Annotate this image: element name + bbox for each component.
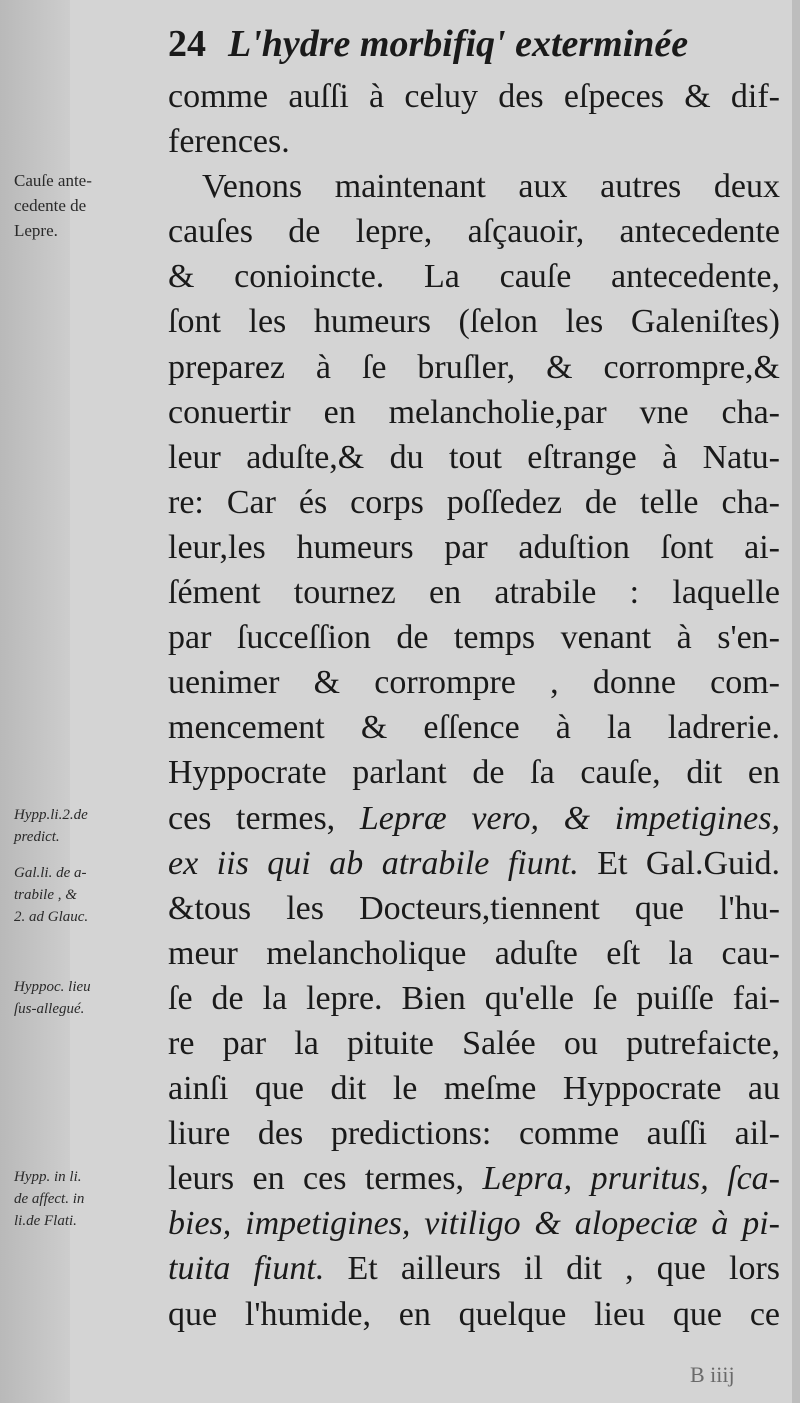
margin-note-line: li.de Flati. xyxy=(14,1213,77,1229)
latin-quotation: bies, impetigines, vitiligo & alopeciæ à pi- xyxy=(168,1205,780,1243)
margin-note-line: Hypp. in li. xyxy=(14,1169,82,1185)
latin-quotation: Lepræ vero, & impetigines, xyxy=(359,799,780,837)
margin-note-line: predict. xyxy=(14,829,60,845)
latin-quotation: Lepra, pruritus, ſca- xyxy=(482,1160,780,1198)
margin-note-line: Gal.li. de a- xyxy=(14,865,87,881)
margin-note-line: ſus-allegué. xyxy=(14,1001,85,1017)
text-run: leurs en ces termes, xyxy=(168,1160,483,1198)
margin-note-line: Cauſe ante- xyxy=(14,171,92,190)
page-number: 24 xyxy=(168,23,206,65)
margin-note-galen xyxy=(14,862,166,928)
main-text-block xyxy=(168,74,780,1337)
text-line: & conioincte. La cauſe antecedente, xyxy=(168,258,780,296)
text-line: re par la pituite Salée ou putrefaicte, xyxy=(168,1024,780,1062)
text-line: ſe de la lepre. Bien qu'elle ſe puiſſe fai- xyxy=(168,979,780,1017)
latin-quotation: ex iis qui ab atrabile fiunt. xyxy=(168,844,579,882)
text-line: que l'humide, en quelque lieu que ce xyxy=(168,1295,780,1333)
text-line: liure des predictions: comme auſſi ail- xyxy=(168,1115,780,1153)
text-line: ferences. xyxy=(168,123,290,161)
text-line: re: Car és corps poſſedez de telle cha- xyxy=(168,483,780,521)
text-run: ces termes, xyxy=(168,799,360,837)
text-line xyxy=(168,1156,780,1201)
text-line: ſément tournez en atrabile : laquelle xyxy=(168,574,780,612)
text-line: meur melancholique aduſte eſt la cau- xyxy=(168,934,780,972)
latin-quotation: tuita fiunt. xyxy=(168,1250,325,1288)
margin-note-line: Hypp.li.2.de xyxy=(14,807,88,823)
text-run: Et ailleurs il dit , que lors xyxy=(324,1250,780,1288)
margin-note-line: de affect. in xyxy=(14,1191,85,1207)
margin-note-line: trabile , & xyxy=(14,887,77,903)
page-edge-shadow xyxy=(792,0,800,1403)
text-line: preparez à ſe bruſler, & corrompre,& xyxy=(168,348,780,386)
text-line: uenimer & corrompre , donne com- xyxy=(168,664,780,702)
margin-note-hippocrates-cited xyxy=(14,976,166,1020)
text-line: Venons maintenant aux autres deux xyxy=(202,168,780,206)
text-line: Hyppocrate parlant de ſa cauſe, dit en xyxy=(168,754,780,792)
text-line: comme auſſi à celuy des eſpeces & dif- xyxy=(168,78,780,115)
text-line: par ſucceſſion de temps venant à s'en- xyxy=(168,619,780,657)
margin-note-line: Hyppoc. lieu xyxy=(14,979,91,995)
margin-note-line: cedente de xyxy=(14,196,87,215)
margin-note-cause xyxy=(14,168,166,243)
text-line xyxy=(168,1201,780,1246)
text-run: Et Gal.Guid. xyxy=(578,844,780,882)
margin-note-line: 2. ad Glauc. xyxy=(14,909,89,925)
text-line: conuertir en melancholie,par vne cha- xyxy=(168,393,780,431)
text-line: mencement & eſſence à la ladrerie. xyxy=(168,709,780,747)
text-line xyxy=(168,1246,780,1291)
text-line: cauſes de lepre, aſçauoir, antecedente xyxy=(168,213,780,251)
running-header xyxy=(168,18,778,70)
text-line: leur aduſte,& du tout eſtrange à Natu- xyxy=(168,438,780,476)
text-line: ſont les humeurs (ſelon les Galeniſtes) xyxy=(168,303,780,341)
text-line xyxy=(168,796,780,841)
margin-note-hippocrates-flatibus xyxy=(14,1166,166,1232)
text-line: leur,les humeurs par aduſtion ſont ai- xyxy=(168,528,780,566)
text-line: &tous les Docteurs,tiennent que l'hu- xyxy=(168,889,780,927)
margin-note-line: Lepre. xyxy=(14,221,58,240)
text-line: ainſi que dit le meſme Hyppocrate au xyxy=(168,1070,780,1108)
signature-mark: B iiij xyxy=(690,1362,735,1387)
margin-note-hippocrates xyxy=(14,804,166,848)
text-line xyxy=(168,841,780,886)
running-title: L'hydre morbifiq' exterminée xyxy=(228,23,689,65)
